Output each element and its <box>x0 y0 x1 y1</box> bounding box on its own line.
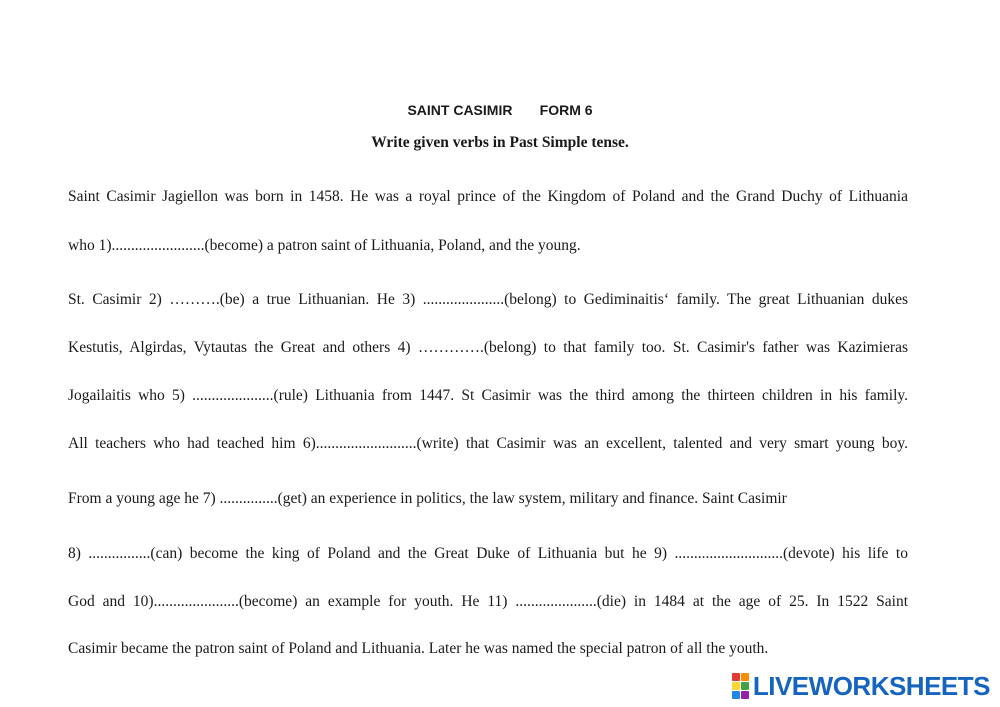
text-line-7: From a young age he 7) ...............(get) an experience in politics, the law system, military and finance. Saint Casimir <box>68 490 787 507</box>
text-line-1: Saint Casimir Jagiellon was born in 1458. He was a royal prince of the Kingdom of Poland and the Grand Duchy of Lithuania <box>68 188 908 205</box>
worksheet-instruction: Write given verbs in Past Simple tense. <box>371 134 629 151</box>
liveworksheets-logo <box>732 673 990 699</box>
worksheet-title: SAINT CASIMIR FORM 6 <box>407 102 593 118</box>
text-line-4: Kestutis, Algirdas, Vytautas the Great and others 4) ………….(belong) to that family too. St. Casimir's father was Kazimieras <box>68 339 908 356</box>
logo-mark-icon <box>732 673 749 699</box>
logo-mark-square <box>741 682 749 690</box>
text-line-8: 8) ................(can) become the king of Poland and the Great Duke of Lithuania but he 9) ............................(devote) his life to <box>68 545 908 562</box>
logo-mark-square <box>732 682 740 690</box>
text-line-5: Jogailaitis who 5) .....................(rule) Lithuania from 1447. St Casimir was the third among the thirteen children in his family. <box>68 387 908 404</box>
text-line-9: God and 10)......................(become) an example for youth. He 11) .....................(die) in 1484 at the age of 25. In 1522 Saint <box>68 593 908 610</box>
logo-mark-square <box>732 673 740 681</box>
text-line-3: St. Casimir 2) ……….(be) a true Lithuanian. He 3) .....................(belong) to Gediminaitis‘ family. The great Lithuanian dukes <box>68 291 908 308</box>
logo-mark-square <box>741 691 749 699</box>
text-line-10: Casimir became the patron saint of Poland and Lithuania. Later he was named the special patron of all the youth. <box>68 640 769 657</box>
text-line-6: All teachers who had teached him 6)..........................(write) that Casimir was an excellent, talented and very smart young boy. <box>68 435 908 452</box>
text-line-2: who 1)........................(become) a patron saint of Lithuania, Poland, and the young. <box>68 237 581 254</box>
logo-mark-square <box>741 673 749 681</box>
logo-text: LIVEWORKSHEETS <box>752 671 990 701</box>
logo-mark-square <box>732 691 740 699</box>
